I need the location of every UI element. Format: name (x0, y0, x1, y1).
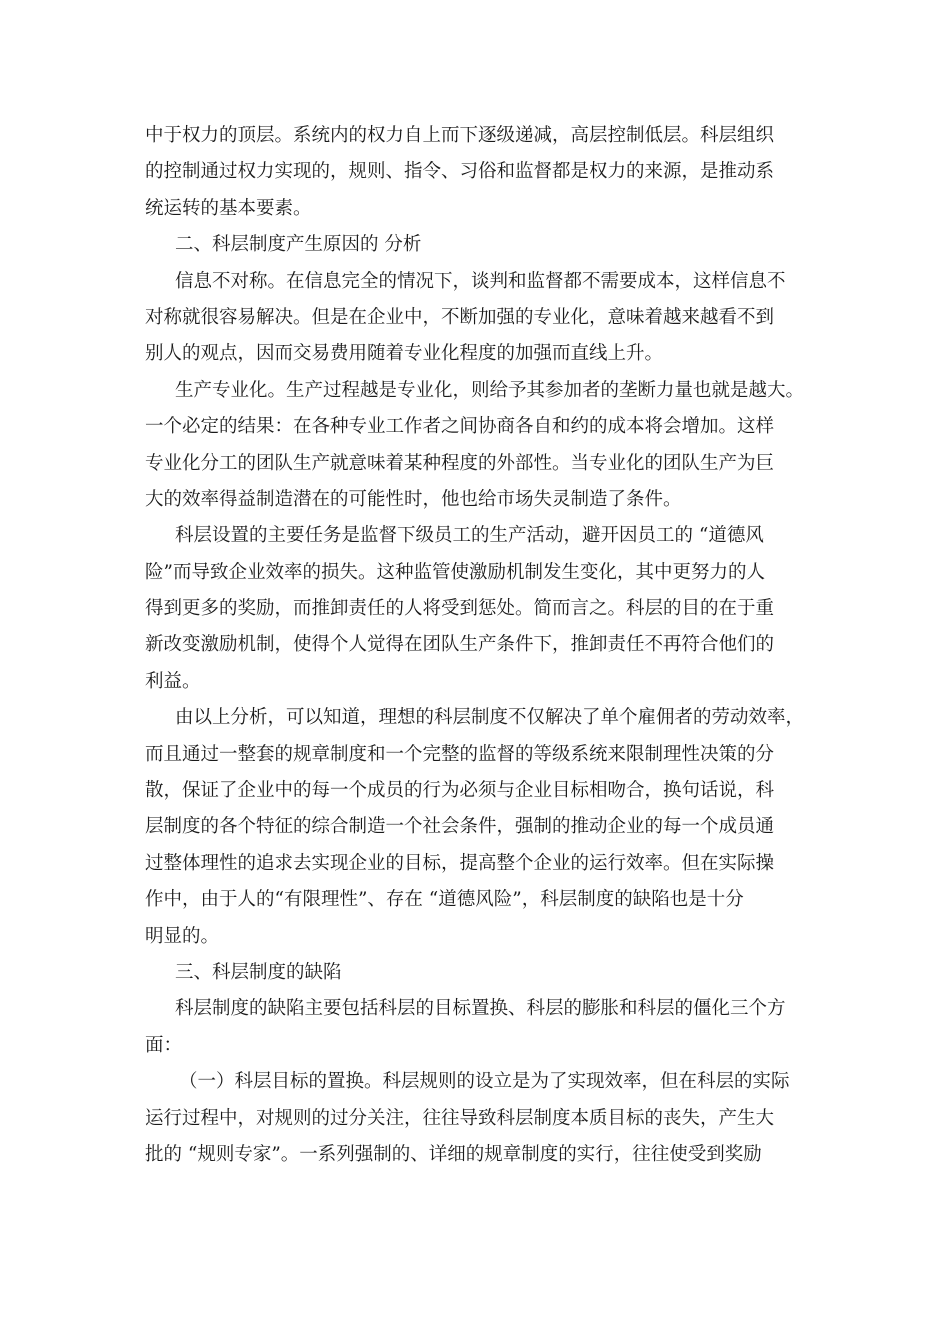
text-line: 利益。 (145, 670, 201, 692)
text-line: 明显的。 (145, 925, 220, 947)
text-line: 面： (145, 1034, 183, 1056)
text-line: 过整体理性的追求去实现企业的目标，提高整个企业的运行效率。但在实际操 (145, 852, 775, 874)
text-line: 作中，由于人的“有限理性”、存在 “道德风险”，科层制度的缺陷也是十分 (145, 889, 744, 911)
text-line: 一个必定的结果：在各种专业工作者之间协商各自和约的成本将会增加。这样 (145, 416, 775, 438)
text-line: 科层制度的缺陷主要包括科层的目标置换、科层的膨胀和科层的僵化三个方 (175, 998, 786, 1020)
text-line: 得到更多的奖励，而推卸责任的人将受到惩处。简而言之。科层的目的在于重 (145, 598, 775, 620)
text-line: 专业化分工的团队生产就意味着某种程度的外部性。当专业化的团队生产为巨 (145, 452, 775, 474)
text-line: 科层设置的主要任务是监督下级员工的生产活动，避开因员工的 “道德风 (175, 525, 764, 547)
text-line: 新改变激励机制，使得个人觉得在团队生产条件下，推卸责任不再符合他们的 (145, 634, 775, 656)
text-line: 中于权力的顶层。系统内的权力自上而下逐级递减，高层控制低层。科层组织 (145, 125, 775, 146)
text-line: 的控制通过权力实现的，规则、指令、习俗和监督都是权力的来源，是推动系 (145, 161, 775, 183)
text-line: 运行过程中，对规则的过分关注，往往导致科层制度本质目标的丧失，产生大 (145, 1107, 775, 1129)
text-line: 散，保证了企业中的每一个成员的行为必须与企业目标相吻合，换句话说，科 (145, 780, 775, 802)
text-line: （一）科层目标的置换。科层规则的设立是为了实现效率，但在科层的实际 (179, 1071, 790, 1093)
text-line: 险”而导致企业效率的损失。这种监管使激励机制发生变化，其中更努力的人 (145, 561, 765, 583)
text-line: 信息不对称。在信息完全的情况下，谈判和监督都不需要成本，这样信息不 (175, 270, 786, 292)
text-line: 统运转的基本要素。 (145, 197, 312, 219)
text-line: 而且通过一整套的规章制度和一个完整的监督的等级系统来限制理性决策的分 (145, 743, 775, 765)
text-line: 层制度的各个特征的综合制造一个社会条件，强制的推动企业的每一个成员通 (145, 816, 775, 838)
section-heading: 二、科层制度产生原因的 分析 (175, 234, 422, 256)
text-line: 由以上分析，可以知道，理想的科层制度不仅解决了单个雇佣者的劳动效率， (175, 707, 805, 729)
text-line: 对称就很容易解决。但是在企业中，不断加强的专业化，意味着越来越看不到 (145, 306, 775, 328)
text-line: 大的效率得益制造潜在的可能性时，他也给市场失灵制造了条件。 (145, 488, 682, 510)
body-text (145, 118, 810, 1173)
text-line: 生产专业化。生产过程越是专业化，则给予其参加者的垄断力量也就是越大。 (175, 379, 805, 401)
section-heading: 三、科层制度的缺陷 (175, 961, 342, 983)
text-line: 别人的观点，因而交易费用随着专业化程度的加强而直线上升。 (145, 343, 664, 365)
text-line: 批的 “规则专家”。一系列强制的、详细的规章制度的实行，往往使受到奖励 (145, 1143, 762, 1165)
